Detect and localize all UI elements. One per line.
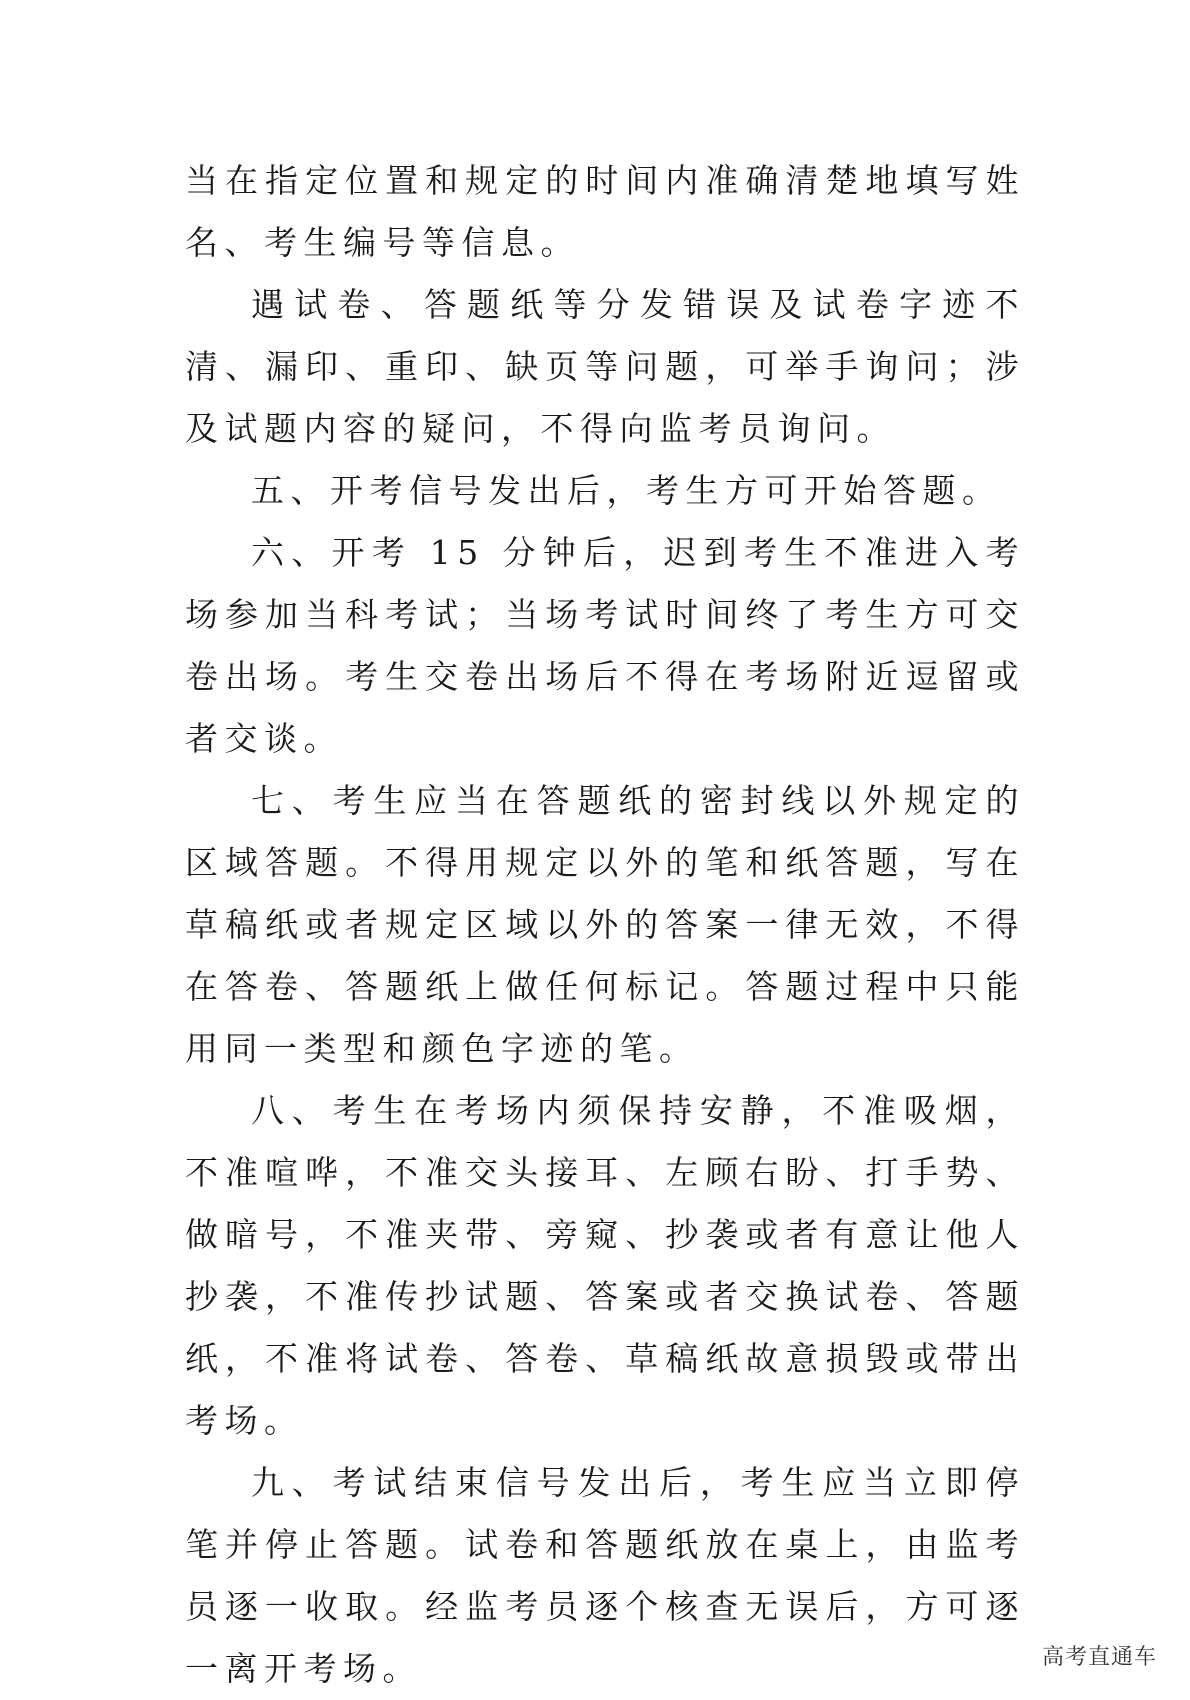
paragraph-rule-6: 六、开考 15 分钟后，迟到考生不准进入考场参加当科考试；当场考试时间终了考生方可交卷出场。考生交卷出场后不得在考场附近逗留或者交谈。 bbox=[185, 533, 1025, 758]
paragraph-rule-5: 五、开考信号发出后，考生方可开始答题。 bbox=[251, 471, 1002, 510]
paragraph-rule-9: 九、考试结束信号发出后，考生应当立即停笔并停止答题。试卷和答题纸放在桌上，由监考员逐一收取。经监考员逐个核查无误后，方可逐一离开考场。 bbox=[185, 1463, 1025, 1688]
paragraph-paper-errors: 遇试卷、答题纸等分发错误及试卷字迹不清、漏印、重印、缺页等问题，可举手询问；涉及试题内容的疑问，不得向监考员询问。 bbox=[185, 285, 1025, 448]
paragraph-rule-7: 七、考生应当在答题纸的密封线以外规定的区域答题。不得用规定以外的笔和纸答题，写在草稿纸或者规定区域以外的答案一律无效，不得在答卷、答题纸上做任何标记。答题过程中只能用同一类型和颜色字迹的笔。 bbox=[185, 781, 1025, 1068]
document-body bbox=[185, 150, 1025, 1700]
paragraph-rule-8: 八、考生在考场内须保持安静，不准吸烟，不准喧哗，不准交头接耳、左顾右盼、打手势、做暗号，不准夹带、旁窥、抄袭或者有意让他人抄袭，不准传抄试题、答案或者交换试卷、答题纸，不准将试卷、答卷、草稿纸故意损毁或带出考场。 bbox=[185, 1091, 1025, 1440]
watermark-text: 高考直通车 bbox=[1041, 1645, 1157, 1670]
paragraph-info-fill: 当在指定位置和规定的时间内准确清楚地填写姓名、考生编号等信息。 bbox=[185, 161, 1025, 262]
